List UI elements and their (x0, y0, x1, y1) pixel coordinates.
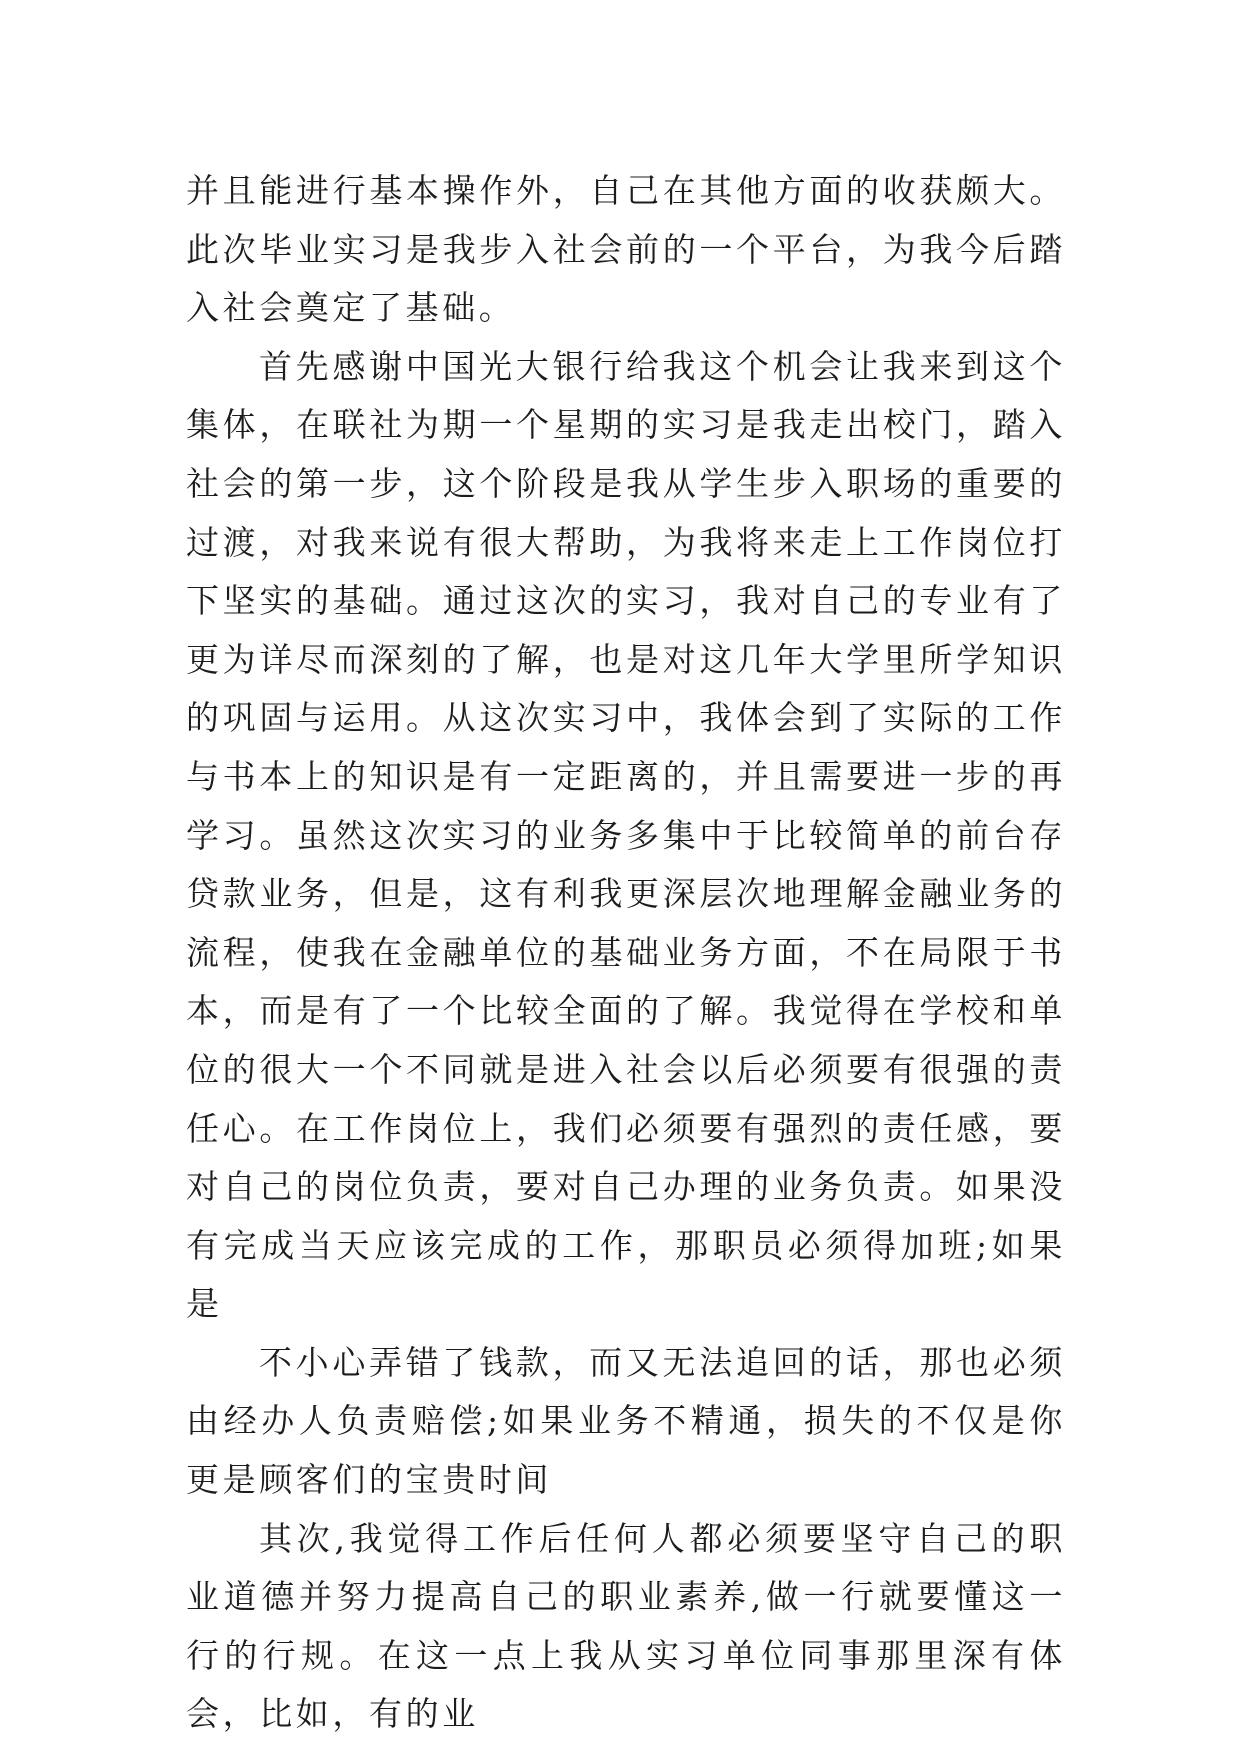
text-line: 德并努力提高自己的职业素养,做一行就要懂这一行的行规。 (186, 1577, 1066, 1675)
text-line: 在这一点上我从实习单位同事那里深有体会，比如，有的业 (186, 1635, 1066, 1734)
text-line: 毕业实习是我步入社会前的一个平台，为我今后踏入社会奠 (186, 229, 1066, 328)
text-line: 来说有很大帮助，为我将来走上工作岗位打下坚实的基础。 (186, 522, 1067, 621)
paragraph-1 (186, 162, 1066, 338)
text-line: 第一步，这个阶段是我从学生步入职场的重要的过渡，对我 (186, 463, 1066, 562)
text-line: 习中，我体会到了实际的工作与书本上的知识是有一定距离 (186, 698, 1066, 796)
text-line: 解，也是对这几年大学里所学知识的巩固与运用。从这次实 (186, 639, 1067, 738)
body-text (186, 162, 1066, 1744)
text-line: 在局限于书本，而是有了一个比较全面的了解。我觉得在学 (186, 932, 1066, 1031)
text-line: 通过这次的实习，我对自己的专业有了更为详尽而深刻的了 (186, 581, 1066, 679)
text-line: 校和单位的很大一个不同就是进入社会以后必须要有很强 (186, 991, 1066, 1089)
text-line: 的，并且需要进一步的再学习。虽然这次实习的业务多集中 (186, 756, 1066, 855)
text-line: 不小心弄错了钱款，而又无法追回的话，那也必须由经 (186, 1342, 1066, 1441)
text-line: 首先感谢中国光大银行给我这个机会让我来到这个集 (186, 346, 1066, 445)
text-line: 其次,我觉得工作后任何人都必须要坚守自己的职业道 (186, 1518, 1066, 1617)
paragraph-4 (186, 1510, 1066, 1744)
text-line: 对自己的岗位负责，要对自己办理的业务负责。如果没有完 (186, 1167, 1066, 1265)
text-line: 并且能进行基本操作外，自己在其他方面的收获颇大。此次 (186, 171, 1066, 269)
paragraph-3 (186, 1334, 1066, 1510)
text-line: 办人负责赔偿;如果业务不精通，损失的不仅是你更是顾客 (186, 1401, 1066, 1500)
text-line: 成当天应该完成的工作，那职员必须得加班;如果是 (186, 1225, 1066, 1324)
text-line: 于比较简单的前台存贷款业务，但是，这有利我更深层次地 (186, 815, 1067, 914)
text-line: 理解金融业务的流程，使我在金融单位的基础业务方面，不 (186, 874, 1067, 972)
text-line: 们的宝贵时间 (332, 1460, 553, 1500)
paragraph-2 (186, 338, 1066, 1334)
text-line: 的责任心。在工作岗位上，我们必须要有强烈的责任感，要 (186, 1049, 1067, 1148)
text-line: 体，在联社为期一个星期的实习是我走出校门，踏入社会的 (186, 405, 1066, 503)
text-line: 定了基础。 (332, 288, 516, 328)
